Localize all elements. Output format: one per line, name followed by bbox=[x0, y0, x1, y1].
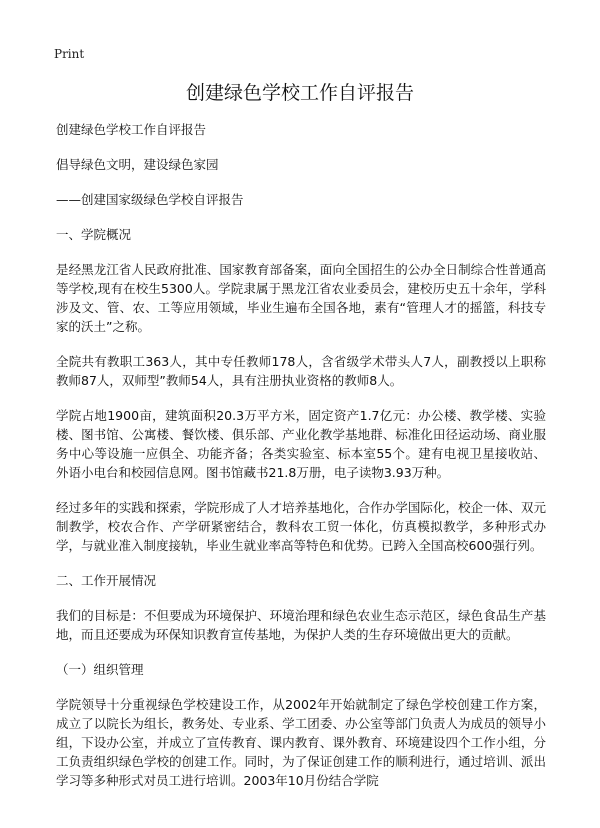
section-heading-overview: 一、学院概况 bbox=[56, 227, 132, 242]
subsection-heading-organization: （一）组织管理 bbox=[56, 662, 144, 677]
paragraph-slogan: 倡导绿色文明，建设绿色家园 bbox=[56, 157, 219, 172]
document-body bbox=[56, 120, 546, 806]
paragraph-staff: 全院共有教职工363人，其中专任教师178人，含省级学术带头人7人，副教授以上职称教师87人，双师型”教师54人，具有注册执业资格的教师8人。 bbox=[56, 354, 546, 388]
paragraph-subtitle: 创建绿色学校工作自评报告 bbox=[56, 122, 207, 137]
document-title: 创建绿色学校工作自评报告 bbox=[185, 82, 414, 104]
paragraph-goal: 我们的目标是：不但要成为环境保护、环境治理和绿色农业生态示范区，绿色食品生产基地，而且还要成为环保知识教育宣传基地，为保护人类的生存环境做出更大的贡献。 bbox=[56, 608, 546, 642]
paragraph-facilities: 学院占地1900亩，建筑面积20.3万平方米，固定资产1.7亿元：办公楼、教学楼、实验楼、图书馆、公寓楼、餐饮楼、俱乐部、产业化教学基地群、标准化田径运动场、商业服务中心等设施一应俱全、功能齐备；各类实验室、标本室55个。建有电视卫星接收站、外语小电台和校园信息网。图书馆藏书21.8万册，电子读物3.93万种。 bbox=[56, 408, 546, 480]
paragraph-report-subtitle: ——创建国家级绿色学校自评报告 bbox=[56, 192, 244, 207]
paragraph-overview: 是经黑龙江省人民政府批准、国家教育部备案，面向全国招生的公办全日制综合性普通高等学校,现有在校生5300人。学院隶属于黑龙江省农业委员会，建校历史五十余年，学科涉及文、管、农、工等应用领域，毕业生遍布全国各地，素有“管理人才的摇篮，科技专家的沃土”之称。 bbox=[56, 262, 546, 334]
paragraph-features: 经过多年的实践和探索，学院形成了人才培养基地化，合作办学国际化，校企一体、双元制教学，校农合作、产学研紧密结合，教科农工贸一体化，仿真模拟教学，多种形式办学，与就业准入制度接轨，毕业生就业率高等特色和优势。已跨入全国高校600强行列。 bbox=[56, 500, 546, 553]
print-link[interactable]: Print bbox=[54, 47, 85, 61]
section-heading-work: 二、工作开展情况 bbox=[56, 573, 157, 588]
paragraph-organization: 学院领导十分重视绿色学校建设工作，从2002年开始就制定了绿色学校创建工作方案，成立了以院长为组长，教务处、专业系、学工团委、办公室等部门负责人为成员的领导小组，下设办公室，并成立了宣传教育、课内教育、课外教育、环境建设四个工作小组，分工负责组织绿色学校的创建工作。同时，为了保证创建工作的顺利进行，通过培训、派出学习等多种形式对员工进行培训。2003年10月份结合学院 bbox=[56, 697, 546, 788]
